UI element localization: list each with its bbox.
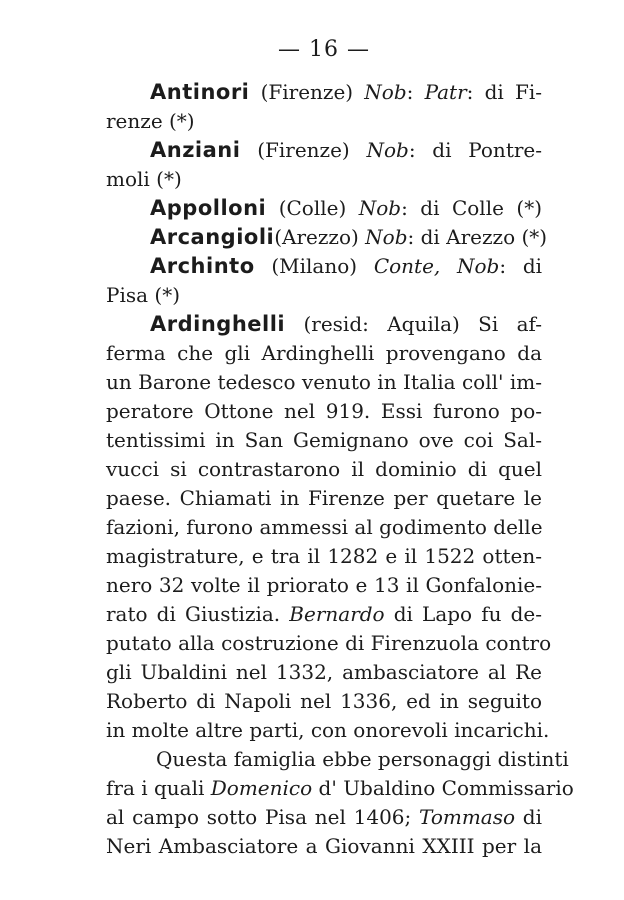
body-line: paese. Chiamati in Firenze per quetare le xyxy=(106,486,542,510)
page-number: — 16 — xyxy=(278,37,370,62)
entry-name: Antinori xyxy=(150,80,250,104)
entry-name: Appolloni xyxy=(150,196,267,220)
body-line: tentissimi in San Gemignano ove coi Sal- xyxy=(106,428,542,452)
entry-text: (Milano) Conte, Nob: di xyxy=(271,254,543,278)
entry-appolloni xyxy=(106,194,542,223)
body-line: nero 32 volte il priorato e 13 il Gonfalonie- xyxy=(106,573,542,597)
body-line: ferma che gli Ardinghelli provengano da xyxy=(106,341,542,365)
entry-name: Ardinghelli xyxy=(150,312,286,336)
entry-arcangioli xyxy=(106,223,548,252)
entry-archinto-cont: Pisa (*) xyxy=(106,283,181,307)
body-line: in molte altre parti, con onorevoli incarichi. xyxy=(106,718,550,742)
body-line: putato alla costruzione di Firenzuola contro xyxy=(106,631,552,655)
entry-name: Archinto xyxy=(150,254,255,278)
body-line: Questa famiglia ebbe personaggi distinti xyxy=(156,747,569,771)
entry-text: (Colle) Nob: di Colle (*) xyxy=(278,196,542,220)
body-line: vucci si contrastarono il dominio di quel xyxy=(106,457,542,481)
body-line: un Barone tedesco venuto in Italia coll' im- xyxy=(106,370,542,394)
entry-text: (resid: Aquila) Si af- xyxy=(303,312,542,336)
entry-archinto xyxy=(106,252,542,281)
entry-name: Arcangioli xyxy=(150,225,275,249)
document-page xyxy=(106,36,574,861)
body-line: peratore Ottone nel 919. Essi furono po- xyxy=(106,399,542,423)
body-line: rato di Giustizia. Bernardo di Lapo fu de- xyxy=(106,602,543,626)
body-line: al campo sotto Pisa nel 1406; Tommaso di xyxy=(106,805,543,829)
body-line: fra i quali Domenico d' Ubaldino Commissario xyxy=(106,776,574,800)
entry-text: (Firenze) Nob: di Pontre- xyxy=(257,138,543,162)
body-line: gli Ubaldini nel 1332, ambasciatore al Re xyxy=(106,660,542,684)
entry-text: (Arezzo) Nob: di Arezzo (*) xyxy=(274,225,548,249)
entry-antinori-cont: renze (*) xyxy=(106,109,195,133)
body-line: Neri Ambasciatore a Giovanni XXIII per la xyxy=(106,834,542,858)
body-line: fazioni, furono ammessi al godimento delle xyxy=(106,515,543,539)
entry-antinori xyxy=(106,78,542,107)
entry-anziani-cont: moli (*) xyxy=(106,167,182,191)
body-line: Roberto di Napoli nel 1336, ed in seguito xyxy=(106,689,542,713)
entry-name: Anziani xyxy=(150,138,241,162)
entry-anziani xyxy=(106,136,542,165)
body-line: magistrature, e tra il 1282 e il 1522 otten- xyxy=(106,544,542,568)
entry-ardinghelli xyxy=(106,310,542,339)
entry-text: (Firenze) Nob: Patr: di Fi- xyxy=(260,80,542,104)
